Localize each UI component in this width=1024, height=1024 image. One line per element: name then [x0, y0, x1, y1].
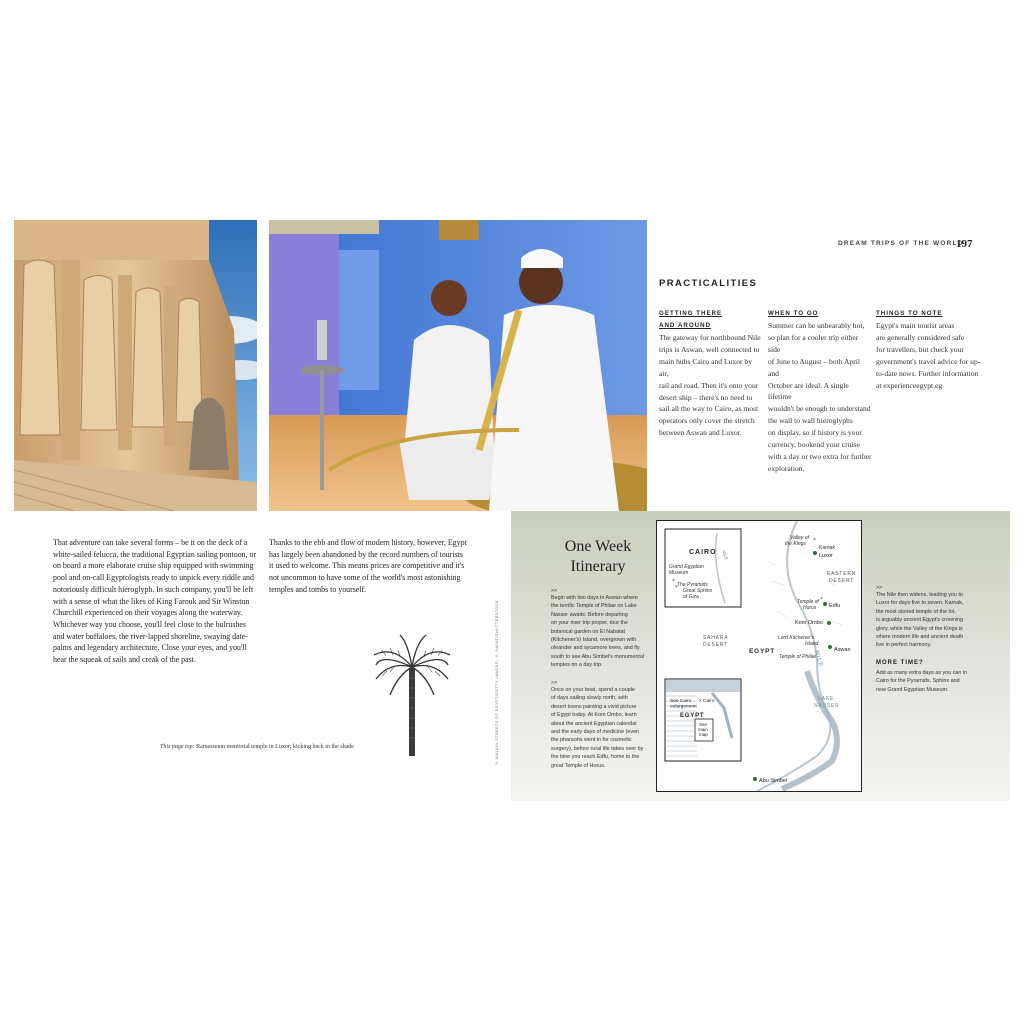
itinerary-line: Cairo for the Pyramids, Sphinx and: [876, 678, 960, 685]
itinerary-line: the terrific Temple of Philae on Lake: [551, 603, 637, 610]
map-label-cairo: CAIRO: [689, 549, 717, 556]
col-heading: WHEN TO GO: [768, 310, 819, 317]
itinerary-title-line: Itinerary: [570, 558, 626, 575]
body-line: with a sense of what the likes of King Farouk and Sir Winston: [53, 596, 250, 606]
map-label-philae: Temple of Philae: [779, 654, 817, 660]
body-line: That adventure can take several forms – be it on the deck of a: [53, 538, 248, 547]
col-line: Egypt's main tourist areas: [876, 321, 955, 330]
egypt-locator-inset: [665, 679, 741, 761]
itinerary-line: south to see Abu Simbel's monumental: [551, 653, 645, 660]
body-line: Thanks to the ebb and flow of modern history, however, Egypt: [269, 538, 467, 547]
ramesseum-photo: [14, 220, 257, 511]
body-line: temples and tombs to yourself.: [269, 584, 367, 594]
inset-label-egypt: EGYPT: [680, 713, 705, 719]
itinerary-line: on your river trip proper, tour the: [551, 620, 629, 627]
palm-tree-illustration: [372, 632, 452, 758]
itinerary-line: The Nile then widens, leading you to: [876, 592, 963, 598]
itinerary-para-2: [551, 680, 655, 770]
itinerary-line: Nasser awaits. Before departing: [551, 611, 628, 618]
map-label-aswan: Aswan: [834, 647, 851, 653]
itinerary-line: the most storied temple of the lot,: [876, 608, 956, 615]
more-time-heading: MORE TIME?: [876, 659, 924, 666]
map-label-temple-horus: Temple of Horus: [797, 599, 819, 611]
map-label-eastern-desert: EASTERN DESERT: [827, 571, 857, 584]
itinerary-line: Add as many extra days as you can in: [876, 669, 968, 676]
map-label-nile: NILE: [813, 649, 824, 669]
svg-text:×: ×: [820, 596, 823, 602]
col-heading: GETTING THERE: [659, 310, 723, 317]
itinerary-para-1: [551, 588, 655, 670]
page-number: 197: [956, 238, 973, 250]
col-line: The gateway for northbound Nile: [659, 333, 761, 342]
itinerary-arrow: >>: [551, 588, 558, 594]
itinerary-line: botanical garden on El Nabatat: [551, 628, 626, 635]
body-line: not uncommon to have some of the world's most astonishing: [269, 573, 461, 583]
itinerary-line: of days sailing slowly north, with: [551, 695, 628, 702]
col-line: exploration.: [768, 463, 805, 473]
col-line: to-date news. Further information: [876, 368, 979, 378]
itinerary-line: desert towns painting a vivid picture: [551, 703, 637, 710]
col-line: operators only cover the stretch: [659, 416, 755, 426]
col-line: October are ideal. A single lifetime: [768, 380, 849, 402]
map-label-luxor: Luxor: [819, 553, 833, 559]
itinerary-title: [553, 537, 643, 577]
itinerary-line: oleander and sycamore trees, and fly: [551, 645, 640, 652]
map-label-nile-inset: NILE: [721, 549, 730, 561]
svg-text:×: ×: [675, 584, 678, 590]
itinerary-line: surgery), before rural life takes over by: [551, 745, 644, 752]
body-column-2: [269, 537, 474, 596]
body-line: white-sailed felucca, the traditional Egyptian sailing pontoon, or: [53, 549, 257, 559]
body-line: notoriously difficult hieroglyph. In such company, you'll be left: [53, 584, 254, 594]
col-line: government's travel advice for up-: [876, 356, 981, 366]
map-dot-abu-simbel: [753, 777, 757, 781]
map-label-karnak: Karnak: [819, 545, 835, 551]
itinerary-line: and the early days of medicine (even: [551, 729, 640, 736]
col-line: Summer can be unbearably hot,: [768, 321, 865, 330]
itinerary-line: new Grand Egyptian Museum.: [876, 686, 949, 693]
map-label-edfu: Edfu: [829, 603, 841, 609]
practicalities-col-getting-there: [659, 308, 763, 439]
col-line: with a day or two extra for further: [768, 451, 872, 461]
col-line: trips is Aswan, well connected to: [659, 344, 760, 354]
map-label-abu-simbel: Abu Simbel: [759, 778, 788, 784]
map-dot-kom-ombo: [827, 621, 831, 625]
itinerary-para-3: [876, 585, 1002, 694]
map-label-valley: Valley of the Kings: [785, 535, 809, 547]
col-line: at experienceegypt.eg: [876, 380, 943, 390]
map-label-egypt: EGYPT: [749, 648, 776, 655]
col-line: are generally considered safe: [876, 332, 965, 342]
col-heading: AND AROUND: [659, 322, 712, 329]
svg-text:×: ×: [672, 578, 675, 584]
men-shisha-photo: [269, 220, 647, 511]
body-line: has largely been abandoned by the record numbers of tourists: [269, 549, 463, 559]
map-label-kitchener: Lord Kitchener's Island: [778, 635, 819, 647]
map-label-pyramids: The Pyramids Great Sphinx of Giza: [677, 582, 713, 600]
inset-label-see-main: See main map: [698, 722, 708, 737]
map-dot-aswan: [828, 645, 832, 649]
col-line: currency, bookend your cruise: [768, 440, 860, 450]
body-line: Churchill experienced on their voyages along the waterway.: [53, 608, 243, 618]
col-heading: THINGS TO NOTE: [876, 310, 943, 317]
itinerary-line: the time you reach Edfu, home to the: [551, 754, 640, 761]
itinerary-line: of Egypt today. At Kom Ombo, learn: [551, 712, 637, 719]
inset-label-see-cairo: See Cairo enlargement: [670, 699, 697, 710]
map-label-sahara: SAHARA DESERT: [703, 635, 729, 648]
itinerary-line: great Temple of Horus.: [551, 762, 606, 769]
itinerary-line: Luxor for days five to seven. Karnak,: [876, 600, 964, 607]
col-line: of June to August – both April and: [768, 356, 860, 378]
photo-credit: © WALKIN STREETS OF EGYPT/GETTY IMAGES; © NAPAT/SHUTTERSTOCK: [494, 600, 499, 767]
map-label-lake-nasser: LAKE NASSER: [814, 696, 840, 709]
itinerary-line: is arguably ancient Egypt's crowning: [876, 617, 964, 624]
itinerary-line: the pharaohs went in for cosmetic: [551, 737, 632, 744]
svg-text:×: ×: [699, 699, 702, 704]
body-line: it used to welcome. This means prices are competitive and it's: [269, 561, 465, 571]
body-column-1: [53, 537, 258, 666]
col-line: between Aswan and Luxor.: [659, 428, 742, 438]
itinerary-line: (Kitchener's) Island, overgrown with: [551, 637, 637, 644]
col-line: on display, so if history is your: [768, 428, 862, 438]
map-dot-edfu: [823, 602, 827, 606]
col-line: main hubs Cairo and Luxor by air,: [659, 356, 753, 378]
photo-caption: [160, 744, 354, 750]
itinerary-line: temples on a day trip.: [551, 662, 603, 669]
col-line: the wall to wall hieroglyphs: [768, 416, 853, 426]
col-line: for travellers, but check your: [876, 344, 964, 354]
map-label-kom-ombo: Kom Ombo: [795, 620, 823, 626]
itinerary-line: Begin with two days in Aswan where: [551, 595, 638, 601]
body-line: Whichever way you choose, you'll feel close to the bulrushes: [53, 619, 246, 629]
col-line: desert ship – there's no need to: [659, 392, 753, 402]
col-line: rail and road. Then it's onto your: [659, 380, 759, 390]
itinerary-arrow: >>: [876, 585, 883, 591]
itinerary-arrow: >>: [551, 680, 558, 686]
caption-text: Ramesseum memorial temple in Luxor; kicking back in the shade: [194, 744, 354, 750]
practicalities-col-when-to-go: [768, 308, 872, 475]
map-dot-luxor: [813, 551, 817, 555]
itinerary-title-line: One Week: [564, 538, 632, 555]
itinerary-line: live in perfect harmony.: [876, 642, 932, 649]
practicalities-title: PRACTICALITIES: [659, 278, 758, 289]
egypt-map: [656, 520, 862, 792]
cairo-inset: [665, 529, 741, 607]
map-label-museum: Grand Egyptian Museum: [669, 564, 704, 576]
body-line: palms and legendary architecture. Close your eyes, and you'll: [53, 643, 247, 653]
col-line: sail all the way to Cairo, as most: [659, 404, 759, 414]
body-line: pool and on-call Egyptologists ready to unpick every riddle and: [53, 573, 254, 583]
itinerary-line: about the ancient Egyptian calendar: [551, 720, 638, 727]
itinerary-line: Once on your boat, spend a couple: [551, 687, 635, 693]
practicalities-col-things-to-note: [876, 308, 996, 391]
itinerary-line: where modern life and ancient death: [876, 634, 964, 641]
svg-text:×: ×: [813, 537, 816, 543]
inset-label-cairo: Cairo: [703, 699, 715, 704]
body-line: and water buffaloes, the river-lapped shoreline, swaying date-: [53, 631, 248, 641]
body-line: on board a more elaborate cruise ship equipped with swimming: [53, 561, 254, 571]
itinerary-line: glory, while the Valley of the Kings is: [876, 625, 963, 632]
caption-lead: This page top:: [160, 744, 195, 750]
body-line: hear the squeak of sails and creak of the past.: [53, 655, 196, 665]
running-head: DREAM TRIPS OF THE WORLD: [838, 240, 964, 247]
col-line: wouldn't be enough to understand: [768, 404, 871, 414]
col-line: so plan for a cooler trip either side: [768, 332, 859, 354]
